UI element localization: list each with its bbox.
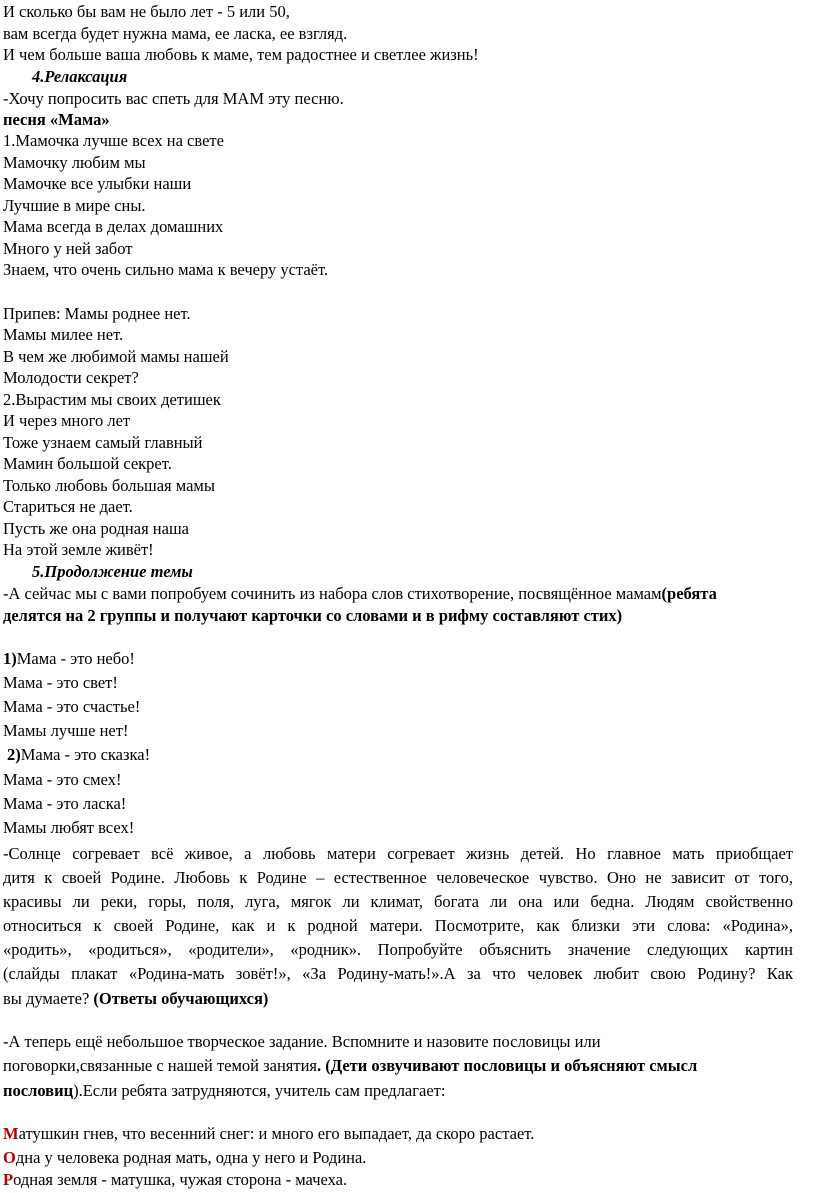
paragraph-line: -Солнце согревает всё живое, а любовь матери согревает жизнь детей. Но главное мать приобщает (3, 844, 793, 863)
song-line: Мамочке все улыбки наши (3, 174, 192, 193)
poem-line: Мамы любят всех! (3, 818, 135, 837)
section-heading: 4.Релаксация (32, 67, 128, 86)
song-line: В чем же любимой мамы нашей (3, 347, 229, 366)
song-line: Лучшие в мире сны. (3, 196, 146, 215)
song-line: Мамы милее нет. (3, 325, 124, 344)
song-line: Мамочку любим мы (3, 153, 146, 172)
text-span: Мама - это сказка! (20, 745, 151, 764)
paragraph-line: -Хочу попросить вас спеть для МАМ эту песню. (3, 89, 344, 108)
poem-number: 1) (3, 649, 17, 668)
paragraph-line: относиться к своей Родине, как и к родной матери. Посмотрите, как близки эти слова: «Родина», (3, 916, 793, 935)
bold-span: (Ответы обучающихся) (93, 989, 269, 1008)
text-span: -А сейчас мы с вами попробуем сочинить из набора слов стихотворение, посвящённое мамам (3, 584, 662, 603)
intro-line: И чем больше ваша любовь к маме, тем радостнее и светлее жизнь! (3, 45, 479, 64)
song-line: 2.Вырастим мы своих детишек (3, 390, 221, 409)
drop-cap: М (3, 1124, 19, 1143)
text-span: Мама - это небо! (16, 649, 135, 668)
paragraph-line (3, 1056, 697, 1076)
song-line: Мама всегда в делах домашних (3, 217, 224, 236)
paragraph-line (3, 584, 717, 604)
paragraph-line (3, 1081, 445, 1101)
drop-cap: О (3, 1148, 16, 1167)
paragraph-line: делятся на 2 группы и получают карточки со словами и в рифму составляют стих) (3, 606, 623, 625)
song-line: Молодости секрет? (3, 368, 139, 387)
song-line: Мамин большой секрет. (3, 454, 172, 473)
poem-line (7, 745, 150, 765)
poem-number: 2) (7, 745, 21, 764)
song-line: Только любовь большая мамы (3, 476, 215, 495)
section-heading: 5.Продолжение темы (32, 562, 193, 581)
poem-line: Мамы лучше нет! (3, 721, 129, 740)
song-line: Пусть же она родная наша (3, 519, 189, 538)
paragraph-line: дитя к своей Родине. Любовь к Родине – естественное человеческое чувство. Оно не зависит от того, (3, 868, 793, 887)
song-line: И через много лет (3, 411, 131, 430)
song-title: песня «Мама» (3, 110, 110, 129)
poem-line: Мама - это смех! (3, 770, 122, 789)
bold-span: . (Дети озвучивают пословицы и объясняют смысл (317, 1056, 698, 1075)
poem-line (3, 649, 135, 669)
proverb-line (3, 1148, 366, 1168)
song-line: Знаем, что очень сильно мама к вечеру устаёт. (3, 260, 329, 279)
song-line: 1.Мамочка лучше всех на свете (3, 131, 224, 150)
poem-line: Мама - это счастье! (3, 697, 141, 716)
paragraph-line: -А теперь ещё небольшое творческое задание. Вспомните и назовите пословицы или (3, 1032, 601, 1051)
text-span: ).Если ребята затрудняются, учитель сам предлагает: (73, 1081, 446, 1100)
paragraph-line (3, 989, 268, 1009)
proverb-text: атушкин гнев, что весенний снег: и много его выпадает, да скоро растает. (18, 1124, 535, 1143)
drop-cap: Р (3, 1170, 14, 1189)
poem-line: Мама - это ласка! (3, 794, 127, 813)
proverb-text: дна у человека родная мать, одна у него и Родина. (15, 1148, 367, 1167)
intro-line: И сколько бы вам не было лет - 5 или 50, (3, 2, 290, 21)
proverb-line (3, 1124, 534, 1144)
bold-span: (ребята (661, 584, 717, 603)
proverb-line (3, 1170, 347, 1190)
song-line: Тоже узнаем самый главный (3, 433, 203, 452)
paragraph-line: красивы ли реки, горы, поля, луга, мягок ли климат, богата ли она или бедна. Людям свойственно (3, 892, 793, 911)
text-span: поговорки,связанные с нашей темой занятия (3, 1056, 318, 1075)
song-line: Много у ней забот (3, 239, 133, 258)
bold-span: пословиц (3, 1081, 74, 1100)
intro-line: вам всегда будет нужна мама, ее ласка, ее взгляд. (3, 24, 348, 43)
song-line: Стариться не дает. (3, 497, 133, 516)
song-line: На этой земле живёт! (3, 540, 154, 559)
song-line: Припев: Мамы роднее нет. (3, 304, 191, 323)
paragraph-line: «родить», «родиться», «родители», «родник». Попробуйте объяснить значение следующих картин (3, 940, 793, 959)
proverb-text: одная земля - матушка, чужая сторона - мачеха. (13, 1170, 348, 1189)
text-span: вы думаете? (3, 989, 94, 1008)
poem-line: Мама - это свет! (3, 673, 118, 692)
paragraph-line: (слайды плакат «Родина-мать зовёт!», «За Родину-мать!».А за что человек любит свою Родину? Как (3, 964, 793, 983)
